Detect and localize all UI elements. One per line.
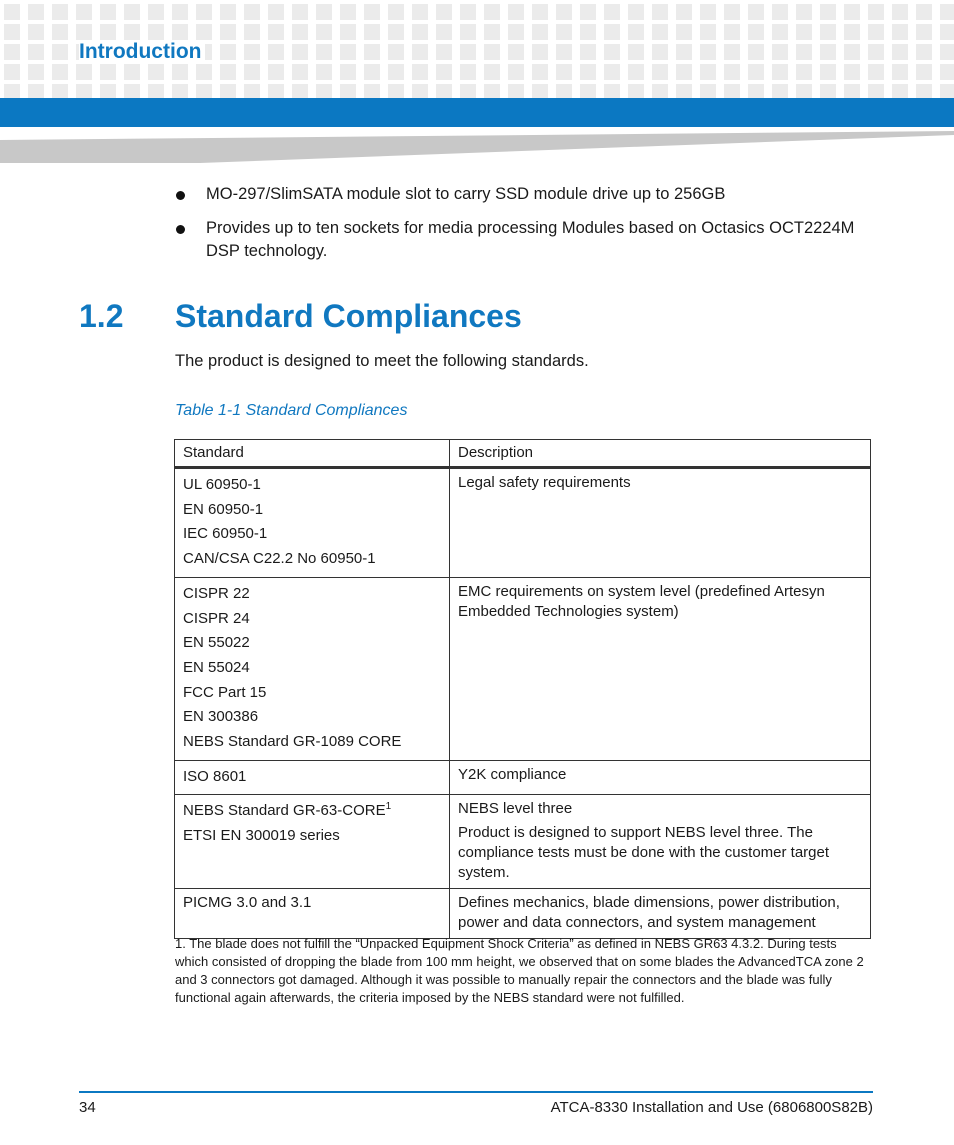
pattern-square <box>316 44 332 60</box>
pattern-square <box>364 24 380 40</box>
pattern-square <box>460 24 476 40</box>
section-intro: The product is designed to meet the following standards. <box>175 352 589 370</box>
pattern-square <box>484 44 500 60</box>
pattern-square <box>100 64 116 80</box>
pattern-square <box>172 64 188 80</box>
document-title: ATCA-8330 Installation and Use (6806800S82B) <box>550 1099 873 1116</box>
pattern-square <box>532 44 548 60</box>
pattern-square <box>652 44 668 60</box>
pattern-square <box>148 4 164 20</box>
pattern-square <box>4 24 20 40</box>
pattern-square <box>916 44 932 60</box>
pattern-square <box>772 64 788 80</box>
standard-name: EN 55022 <box>183 634 250 652</box>
standards-cell <box>175 577 450 760</box>
pattern-square <box>580 24 596 40</box>
pattern-square <box>724 44 740 60</box>
pattern-square <box>28 84 44 98</box>
pattern-square <box>316 24 332 40</box>
pattern-square <box>268 84 284 98</box>
pattern-square <box>412 44 428 60</box>
table-row <box>175 760 871 795</box>
footer-rule <box>79 1091 873 1093</box>
pattern-square <box>388 4 404 20</box>
pattern-square <box>484 84 500 98</box>
description-cell <box>450 760 871 795</box>
pattern-square <box>148 24 164 40</box>
description-text: Legal safety requirements <box>458 474 631 491</box>
standard-name: PICMG 3.0 and 3.1 <box>183 894 312 912</box>
description-text: Product is designed to support NEBS level three. The compliance tests must be done with the customer target system. <box>458 824 830 882</box>
pattern-square <box>532 4 548 20</box>
pattern-square <box>412 4 428 20</box>
pattern-square <box>484 64 500 80</box>
pattern-square <box>388 84 404 98</box>
pattern-square <box>388 64 404 80</box>
pattern-square <box>484 4 500 20</box>
pattern-square <box>604 84 620 98</box>
pattern-square <box>292 44 308 60</box>
pattern-square <box>4 44 20 60</box>
standard-name: CISPR 22 <box>183 584 250 602</box>
pattern-square <box>604 44 620 60</box>
pattern-square <box>268 44 284 60</box>
standard-name: NEBS Standard GR-1089 CORE <box>183 733 402 751</box>
list-item: Provides up to ten sockets for media processing Modules based on Octasics OCT2224M DSP technology. <box>175 217 875 263</box>
pattern-square <box>604 4 620 20</box>
standard-name: EN 55024 <box>183 658 250 676</box>
pattern-square <box>844 24 860 40</box>
pattern-square <box>220 64 236 80</box>
pattern-square <box>676 4 692 20</box>
pattern-square <box>508 24 524 40</box>
table-caption: Table 1-1 Standard Compliances <box>175 402 408 419</box>
standard-name: UL 60950-1 <box>183 476 261 493</box>
pattern-square <box>292 84 308 98</box>
footnote: 1. The blade does not fulfill the “Unpacked Equipment Shock Criteria” as defined in NEBS GR63 4.3.2. During tests which consisted of dropping the blade from 100 mm height, we observed that on some blades the AdvancedTCA zone 2 and 3 connectors got damaged. Although it was possible to manually repair the connectors and the blade was fully functional again afterwards, the criteria imposed by the NEBS standard were not fulfilled. <box>175 936 864 1005</box>
pattern-square <box>220 4 236 20</box>
pattern-square <box>580 84 596 98</box>
pattern-square <box>340 44 356 60</box>
pattern-square <box>196 24 212 40</box>
pattern-square <box>868 4 884 20</box>
pattern-square <box>556 44 572 60</box>
section-title: Standard Compliances <box>175 298 522 334</box>
pattern-square <box>820 84 836 98</box>
pattern-square <box>76 24 92 40</box>
pattern-square <box>772 4 788 20</box>
pattern-square <box>892 44 908 60</box>
pattern-square <box>148 84 164 98</box>
pattern-square <box>724 84 740 98</box>
header-grey-band <box>0 127 954 163</box>
pattern-square <box>868 84 884 98</box>
pattern-square <box>268 64 284 80</box>
pattern-square <box>748 24 764 40</box>
pattern-square <box>508 44 524 60</box>
pattern-square <box>196 4 212 20</box>
pattern-square <box>940 64 954 80</box>
pattern-square <box>676 44 692 60</box>
pattern-square <box>4 4 20 20</box>
pattern-square <box>148 64 164 80</box>
standard-name: ISO 8601 <box>183 767 247 785</box>
pattern-square <box>100 24 116 40</box>
pattern-square <box>748 44 764 60</box>
pattern-square <box>28 44 44 60</box>
pattern-square <box>28 4 44 20</box>
pattern-square <box>364 44 380 60</box>
pattern-square <box>628 4 644 20</box>
pattern-square <box>124 84 140 98</box>
pattern-square <box>772 44 788 60</box>
pattern-square <box>244 44 260 60</box>
pattern-square <box>796 44 812 60</box>
pattern-square <box>244 24 260 40</box>
pattern-square <box>700 4 716 20</box>
pattern-square <box>100 4 116 20</box>
pattern-square <box>748 4 764 20</box>
pattern-square <box>196 84 212 98</box>
pattern-square <box>916 24 932 40</box>
table-row <box>175 468 871 578</box>
table-row <box>175 795 871 889</box>
pattern-square <box>76 4 92 20</box>
pattern-square <box>460 64 476 80</box>
pattern-square <box>52 84 68 98</box>
pattern-square <box>892 24 908 40</box>
pattern-square <box>436 64 452 80</box>
pattern-square <box>52 64 68 80</box>
pattern-square <box>676 64 692 80</box>
pattern-square <box>412 84 428 98</box>
pattern-square <box>820 64 836 80</box>
pattern-square <box>124 4 140 20</box>
pattern-square <box>508 84 524 98</box>
pattern-square <box>220 84 236 98</box>
pattern-square <box>700 44 716 60</box>
pattern-square <box>340 4 356 20</box>
section-number: 1.2 <box>79 298 124 334</box>
header-blue-bar <box>0 98 954 127</box>
pattern-square <box>940 84 954 98</box>
pattern-square <box>868 64 884 80</box>
pattern-square <box>580 44 596 60</box>
pattern-square <box>124 64 140 80</box>
pattern-square <box>340 84 356 98</box>
footnote-ref: 1 <box>385 801 392 813</box>
standard-name: IEC 60950-1 <box>183 525 268 543</box>
pattern-square <box>940 4 954 20</box>
table-row <box>175 889 871 939</box>
pattern-square <box>244 84 260 98</box>
pattern-square <box>124 24 140 40</box>
pattern-square <box>364 84 380 98</box>
pattern-square <box>916 84 932 98</box>
feature-list <box>175 183 875 274</box>
pattern-square <box>172 24 188 40</box>
pattern-square <box>844 44 860 60</box>
standards-cell <box>175 795 450 889</box>
pattern-square <box>844 64 860 80</box>
pattern-square <box>772 84 788 98</box>
pattern-square <box>484 24 500 40</box>
pattern-square <box>220 24 236 40</box>
pattern-square <box>4 64 20 80</box>
table-header-row <box>175 440 871 468</box>
pattern-square <box>292 4 308 20</box>
pattern-square <box>532 84 548 98</box>
description-text: EMC requirements on system level (predefined Artesyn Embedded Technologies system) <box>458 582 825 620</box>
description-cell <box>450 577 871 760</box>
pattern-square <box>748 64 764 80</box>
description-text: Y2K compliance <box>458 765 567 783</box>
pattern-square <box>724 64 740 80</box>
pattern-square <box>796 64 812 80</box>
pattern-square <box>532 24 548 40</box>
pattern-square <box>436 84 452 98</box>
pattern-square <box>580 4 596 20</box>
pattern-square <box>868 44 884 60</box>
pattern-square <box>796 4 812 20</box>
pattern-square <box>436 44 452 60</box>
pattern-square <box>220 44 236 60</box>
pattern-square <box>892 4 908 20</box>
standard-name: EN 60950-1 <box>183 500 264 518</box>
pattern-square <box>652 64 668 80</box>
pattern-square <box>268 24 284 40</box>
pattern-square <box>436 4 452 20</box>
pattern-square <box>700 64 716 80</box>
pattern-square <box>556 24 572 40</box>
pattern-square <box>28 64 44 80</box>
pattern-square <box>916 4 932 20</box>
pattern-square <box>820 44 836 60</box>
pattern-square <box>244 64 260 80</box>
pattern-square <box>460 4 476 20</box>
pattern-square <box>628 84 644 98</box>
pattern-square <box>700 24 716 40</box>
pattern-square <box>436 24 452 40</box>
standard-name: FCC Part 15 <box>183 683 267 701</box>
pattern-square <box>724 24 740 40</box>
description-text: NEBS level three <box>458 800 573 818</box>
pattern-square <box>100 84 116 98</box>
pattern-square <box>508 64 524 80</box>
pattern-square <box>820 4 836 20</box>
pattern-square <box>244 4 260 20</box>
compliance-table <box>174 439 871 939</box>
pattern-square <box>508 4 524 20</box>
pattern-square <box>76 84 92 98</box>
pattern-square <box>340 24 356 40</box>
pattern-square <box>628 44 644 60</box>
pattern-square <box>556 4 572 20</box>
pattern-square <box>628 64 644 80</box>
pattern-square <box>748 84 764 98</box>
pattern-square <box>820 24 836 40</box>
pattern-square <box>28 24 44 40</box>
pattern-square <box>844 84 860 98</box>
pattern-square <box>796 24 812 40</box>
pattern-square <box>76 64 92 80</box>
standard-name: CISPR 24 <box>183 609 250 627</box>
description-cell <box>450 795 871 889</box>
bullet-icon <box>176 191 185 200</box>
pattern-square <box>868 24 884 40</box>
pattern-square <box>292 64 308 80</box>
chapter-title: Introduction <box>79 40 205 64</box>
pattern-square <box>772 24 788 40</box>
pattern-square <box>316 4 332 20</box>
pattern-square <box>628 24 644 40</box>
pattern-square <box>172 4 188 20</box>
pattern-square <box>268 4 284 20</box>
pattern-square <box>652 84 668 98</box>
pattern-square <box>940 44 954 60</box>
pattern-square <box>412 24 428 40</box>
pattern-square <box>892 64 908 80</box>
pattern-square <box>364 64 380 80</box>
pattern-square <box>676 24 692 40</box>
pattern-square <box>412 64 428 80</box>
pattern-square <box>388 24 404 40</box>
pattern-square <box>940 24 954 40</box>
pattern-square <box>52 4 68 20</box>
pattern-square <box>4 84 20 98</box>
pattern-square <box>916 64 932 80</box>
table-row <box>175 577 871 760</box>
pattern-square <box>316 64 332 80</box>
list-item: MO-297/SlimSATA module slot to carry SSD module drive up to 256GB <box>175 183 875 206</box>
pattern-square <box>892 84 908 98</box>
pattern-square <box>52 24 68 40</box>
standard-name: EN 300386 <box>183 708 259 726</box>
pattern-square <box>604 64 620 80</box>
pattern-square <box>724 4 740 20</box>
pattern-square <box>316 84 332 98</box>
standards-cell <box>175 889 450 939</box>
description-cell <box>450 468 871 578</box>
standards-cell <box>175 760 450 795</box>
pattern-square <box>292 24 308 40</box>
pattern-square <box>460 84 476 98</box>
pattern-square <box>556 64 572 80</box>
pattern-square <box>604 24 620 40</box>
standards-cell <box>175 468 450 578</box>
pattern-square <box>676 84 692 98</box>
pattern-square <box>844 4 860 20</box>
standard-name: ETSI EN 300019 series <box>183 827 340 845</box>
pattern-square <box>340 64 356 80</box>
pattern-square <box>652 24 668 40</box>
bullet-icon <box>176 225 185 234</box>
pattern-square <box>364 4 380 20</box>
pattern-square <box>196 64 212 80</box>
standard-name: NEBS Standard GR-63-CORE$^1$ <box>183 801 392 820</box>
pattern-square <box>388 44 404 60</box>
pattern-square <box>52 44 68 60</box>
description-cell <box>450 889 871 939</box>
pattern-square <box>580 64 596 80</box>
standard-name: CAN/CSA C22.2 No 60950-1 <box>183 550 376 568</box>
pattern-square <box>532 64 548 80</box>
pattern-square <box>652 4 668 20</box>
pattern-square <box>172 84 188 98</box>
pattern-square <box>460 44 476 60</box>
description-text: Defines mechanics, blade dimensions, power distribution, power and data connectors, and system management <box>458 894 840 932</box>
page-number: 34 <box>79 1099 96 1116</box>
column-header: Standard <box>175 440 450 468</box>
pattern-square <box>556 84 572 98</box>
pattern-square <box>796 84 812 98</box>
pattern-square <box>700 84 716 98</box>
column-header: Description <box>450 440 871 468</box>
